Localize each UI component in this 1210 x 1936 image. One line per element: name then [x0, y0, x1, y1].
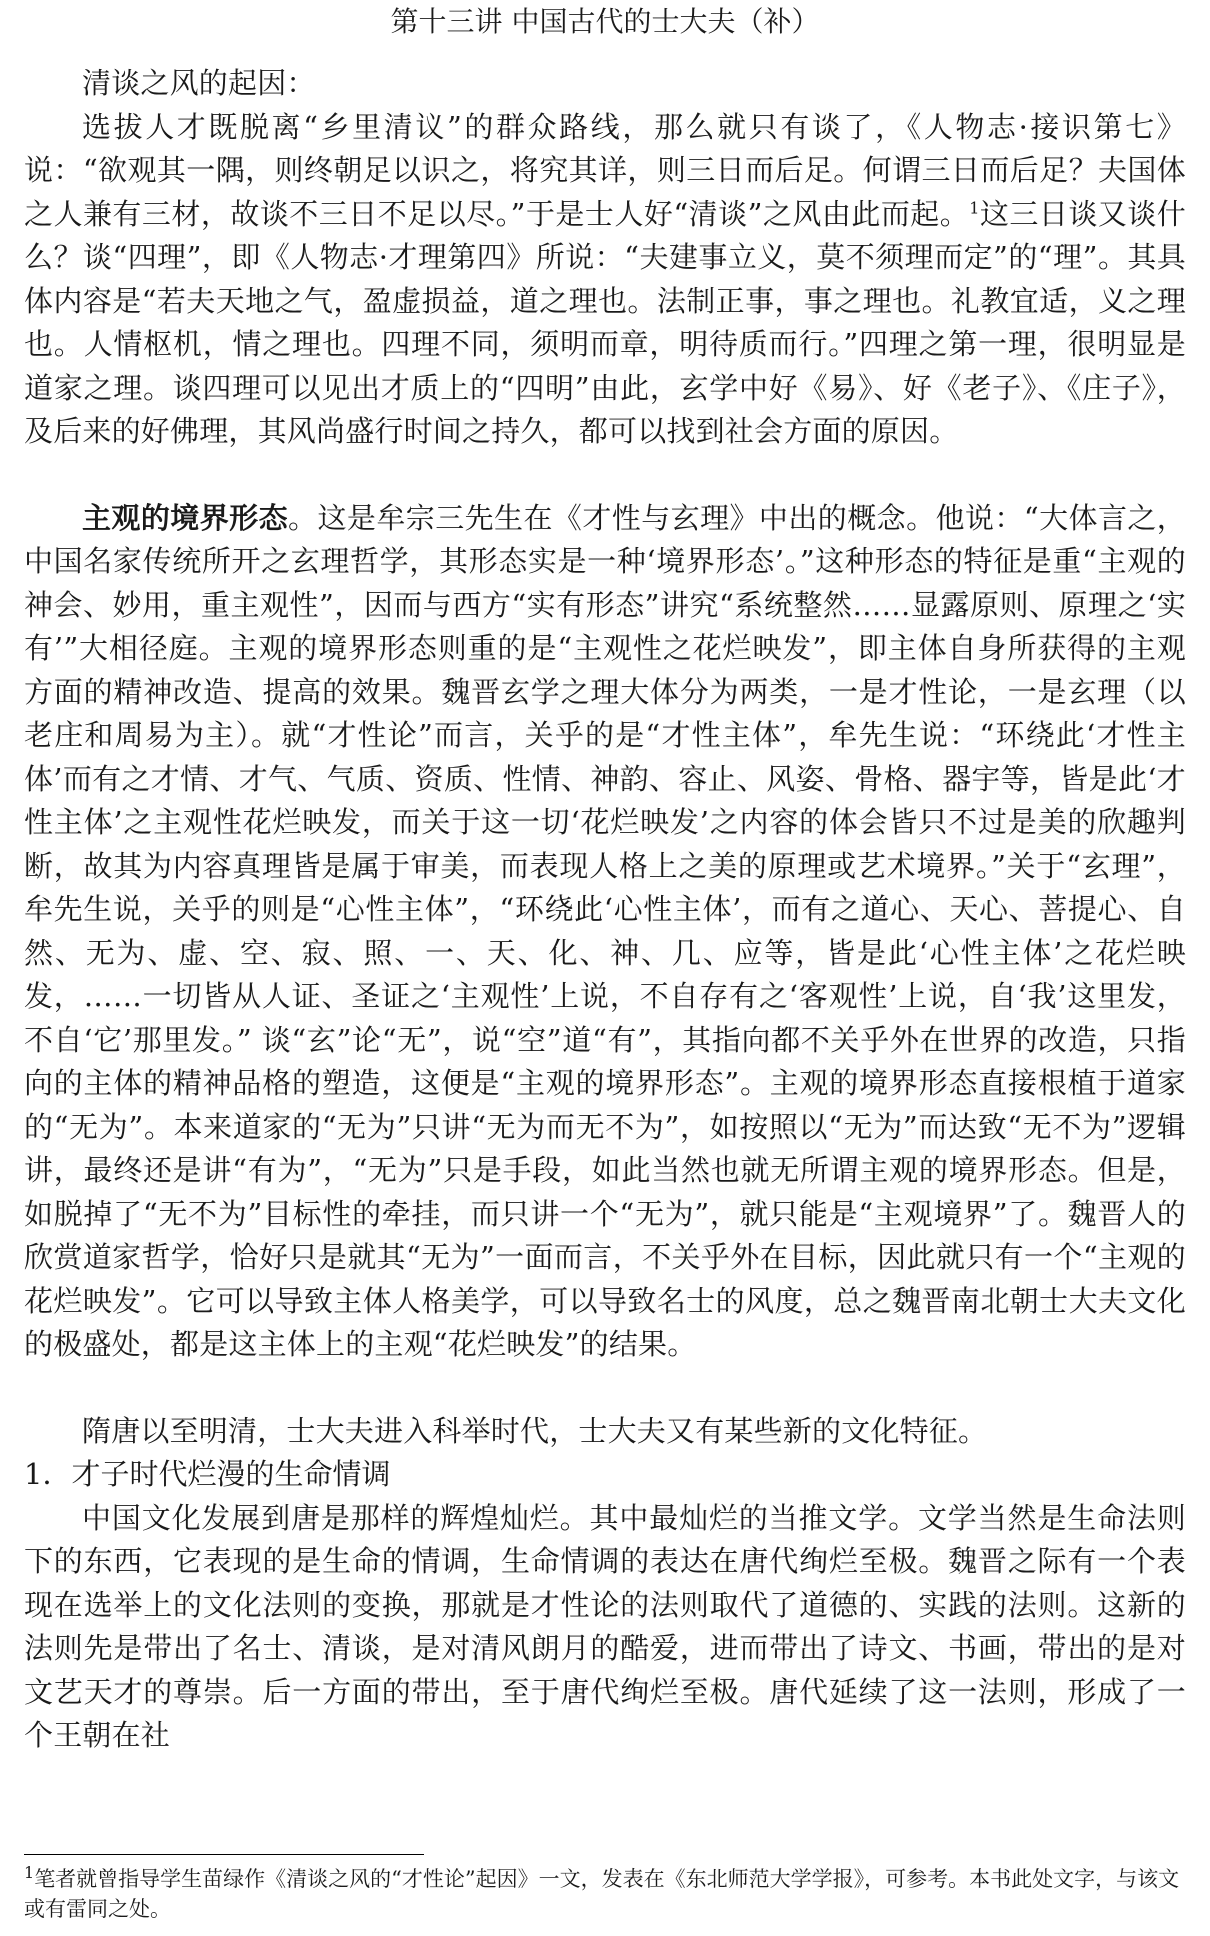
- section2-paragraph: [24, 497, 1186, 1367]
- page-title: 第十三讲 中国古代的士大夫（补）: [390, 5, 820, 38]
- section1-paragraph: [24, 106, 1186, 454]
- footnote-reference[interactable]: 1: [969, 197, 980, 217]
- section1-text-b: 这三日谈又谈什么？谈“四理”，即《人物志·才理第四》所说：“夫建事立义，莫不须理而定”的“理”。其具体内容是“若夫天地之气，盈虚损益，道之理也。法制正事，事之理也。礼教宜适，义之理也。人情枢机，情之理也。四理不同，须明而章，明待质而行。”四理之第一理，很明显是道家之理。谈四理可以见出才质上的“四明”由此，玄学中好《易》、好《老子》、《庄子》，及后来的好佛理，其风尚盛行时间之持久，都可以找到社会方面的原因。: [24, 196, 1187, 448]
- section3-paragraph: 中国文化发展到唐是那样的辉煌灿烂。其中最灿烂的当推文学。文学当然是生命法则下的东西，它表现的是生命的情调，生命情调的表达在唐代绚烂至极。魏晋之际有一个表现在选举上的文化法则的变换，那就是才性论的法则取代了道德的、实践的法则。这新的法则先是带出了名士、清谈，是对清风朗月的酷爱，进而带出了诗文、书画，带出的是对文艺天才的尊崇。后一方面的带出，至于唐代绚烂至极。唐代延续了这一法则，形成了一个王朝在社: [24, 1500, 1186, 1752]
- footnote-divider: [24, 1854, 424, 1855]
- footnote: [24, 1864, 1186, 1924]
- footnote-mark: 1: [24, 1863, 35, 1882]
- section3-subheading: 1．才子时代烂漫的生命情调: [24, 1457, 391, 1491]
- document-page: [24, 0, 1186, 1758]
- section1-heading: 清谈之风的起因：: [82, 66, 316, 100]
- section2-bold-lead: 主观的境界形态: [82, 500, 289, 535]
- section1-text-a: 选拔人才既脱离“乡里清议”的群众路线，那么就只有谈了，《人物志·接识第七》说：“欲观其一隅，则终朝足以识之，将究其详，则三日而后足。何谓三日而后足？夫国体之人兼有三材，故谈不三日不足以尽。”于是士人好“清谈”之风由此而起。: [24, 109, 1186, 231]
- section3-intro: 隋唐以至明清，士大夫进入科举时代，士大夫又有某些新的文化特征。: [82, 1413, 988, 1448]
- footnote-text: 笔者就曾指导学生苗绿作《清谈之风的“才性论”起因》一文，发表在《东北师范大学学报》，可参考。本书此处文字，与该文或有雷同之处。: [24, 1867, 1180, 1921]
- section2-text: 。这是牟宗三先生在《才性与玄理》中出的概念。他说：“大体言之，中国名家传统所开之玄理哲学，其形态实是一种‘境界形态’。”这种形态的特征是重“主观的神会、妙用，重主观性”，因而与西方“实有形态”讲究“系统整然……显露原则、原理之‘实有’”大相径庭。主观的境界形态则重的是“主观性之花烂映发”，即主体自身所获得的主观方面的精神改造、提高的效果。魏晋玄学之理大体分为两类，一是才性论，一是玄理（以老庄和周易为主）。就“才性论”而言，关乎的是“才性主体”，牟先生说：“环绕此‘才性主体’而有之才情、才气、气质、资质、性情、神韵、容止、风姿、骨格、器宇等，皆是此‘才性主体’之主观性花烂映发，而关于这一切‘花烂映发’之内容的体会皆只不过是美的欣趣判断，故其为内容真理皆是属于审美，而表现人格上之美的原理或艺术境界。”关于“玄理”，牟先生说，关乎的则是“心性主体”，“环绕此‘心性主体’，而有之道心、天心、菩提心、自然、无为、虚、空、寂、照、一、天、化、神、几、应等，皆是此‘心性主体’之花烂映发，……一切皆从人证、圣证之‘主观性’上说，不自存有之‘客观性’上说，自‘我’这里发，不自‘它’那里发。” 谈“玄”论“无”，说“空”道“有”，其指向都不关乎外在世界的改造，只指向的主体的精神品格的塑造，这便是“主观的境界形态”。主观的境界形态直接根植于道家的“无为”。本来道家的“无为”只讲“无为而无不为”，如按照以“无为”而达致“无不为”逻辑讲，最终还是讲“有为”，“无为”只是手段，如此当然也就无所谓主观的境界形态。但是，如脱掉了“无不为”目标性的牵挂，而只讲一个“无为”，就只能是“主观境界”了。魏晋人的欣赏道家哲学，恰好只是就其“无为”一面而言，不关乎外在目标，因此就只有一个“主观的花烂映发”。它可以导致主体人格美学，可以导致名士的风度，总之魏晋南北朝士大夫文化的极盛处，都是这主体上的主观“花烂映发”的结果。: [24, 500, 1187, 1361]
